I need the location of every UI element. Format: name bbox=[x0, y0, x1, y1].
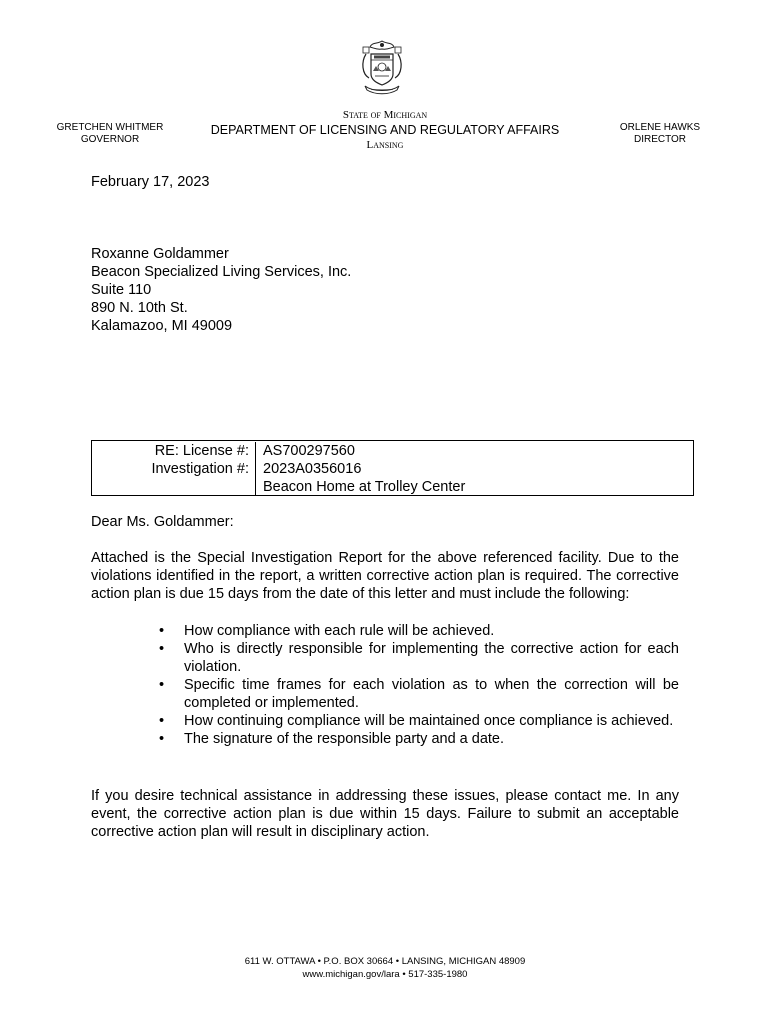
investigation-number: 2023A0356016 bbox=[263, 461, 362, 477]
investigation-label: Investigation #: bbox=[151, 461, 249, 477]
bullet-icon: • bbox=[159, 623, 165, 639]
footer bbox=[150, 955, 620, 981]
director-block bbox=[590, 122, 730, 146]
letterhead bbox=[190, 108, 580, 152]
footer-contact: www.michigan.gov/lara • 517-335-1980 bbox=[302, 969, 468, 980]
michigan-state-seal-icon bbox=[357, 38, 407, 96]
recipient-suite: Suite 110 bbox=[91, 282, 152, 298]
list-item: • The signature of the responsible party and a date. bbox=[159, 731, 505, 747]
list-item: • How continuing compliance will be maintained once compliance is achieved. bbox=[159, 713, 674, 729]
recipient-name: Roxanne Goldammer bbox=[91, 246, 229, 262]
letter-date: February 17, 2023 bbox=[91, 174, 210, 190]
bullet-icon: • bbox=[159, 731, 165, 747]
requirements-list bbox=[157, 622, 679, 748]
list-item: • Who is directly responsible for implementing the corrective action for each violation. bbox=[159, 641, 679, 675]
recipient-company: Beacon Specialized Living Services, Inc. bbox=[91, 264, 352, 280]
governor-block bbox=[40, 122, 180, 146]
list-item: • Specific time frames for each violation as to when the correction will be completed or implemented. bbox=[159, 677, 679, 711]
city-heading: Lansing bbox=[366, 139, 404, 151]
facility-name: Beacon Home at Trolley Center bbox=[263, 479, 466, 495]
recipient-street: 890 N. 10th St. bbox=[91, 300, 188, 316]
paragraph-intro: Attached is the Special Investigation Report for the above referenced facility. Due to the violations identified in the report, a written corrective action plan is required. The corrective action plan is due 15 days from the date of this letter and must include the following: bbox=[91, 550, 679, 602]
recipient-city: Kalamazoo, MI 49009 bbox=[91, 318, 233, 334]
paragraph-closing: If you desire technical assistance in addressing these issues, please contact me. In any event, the corrective action plan is due within 15 days. Failure to submit an acceptable corrective action plan will result in disciplinary action. bbox=[91, 788, 679, 840]
license-label: RE: License #: bbox=[154, 443, 249, 459]
reference-labels bbox=[92, 442, 256, 495]
salutation: Dear Ms. Goldammer: bbox=[91, 514, 234, 530]
list-item: • How compliance with each rule will be achieved. bbox=[159, 623, 495, 639]
director-name: ORLENE HAWKS bbox=[619, 122, 701, 133]
bullet-icon: • bbox=[159, 713, 165, 729]
license-number: AS700297560 bbox=[263, 443, 355, 459]
bullet-icon: • bbox=[159, 677, 165, 693]
reference-box bbox=[91, 440, 694, 496]
bullet-icon: • bbox=[159, 641, 165, 657]
governor-title: GOVERNOR bbox=[80, 134, 140, 145]
department-heading: DEPARTMENT OF LICENSING AND REGULATORY AFFAIRS bbox=[210, 123, 560, 137]
governor-name: GRETCHEN WHITMER bbox=[56, 122, 164, 133]
state-heading: State of Michigan bbox=[342, 109, 428, 121]
recipient-address bbox=[91, 245, 351, 335]
director-title: DIRECTOR bbox=[633, 134, 687, 145]
reference-values bbox=[263, 442, 465, 496]
footer-address: 611 W. OTTAWA • P.O. BOX 30664 • LANSING, MICHIGAN 48909 bbox=[244, 956, 526, 967]
